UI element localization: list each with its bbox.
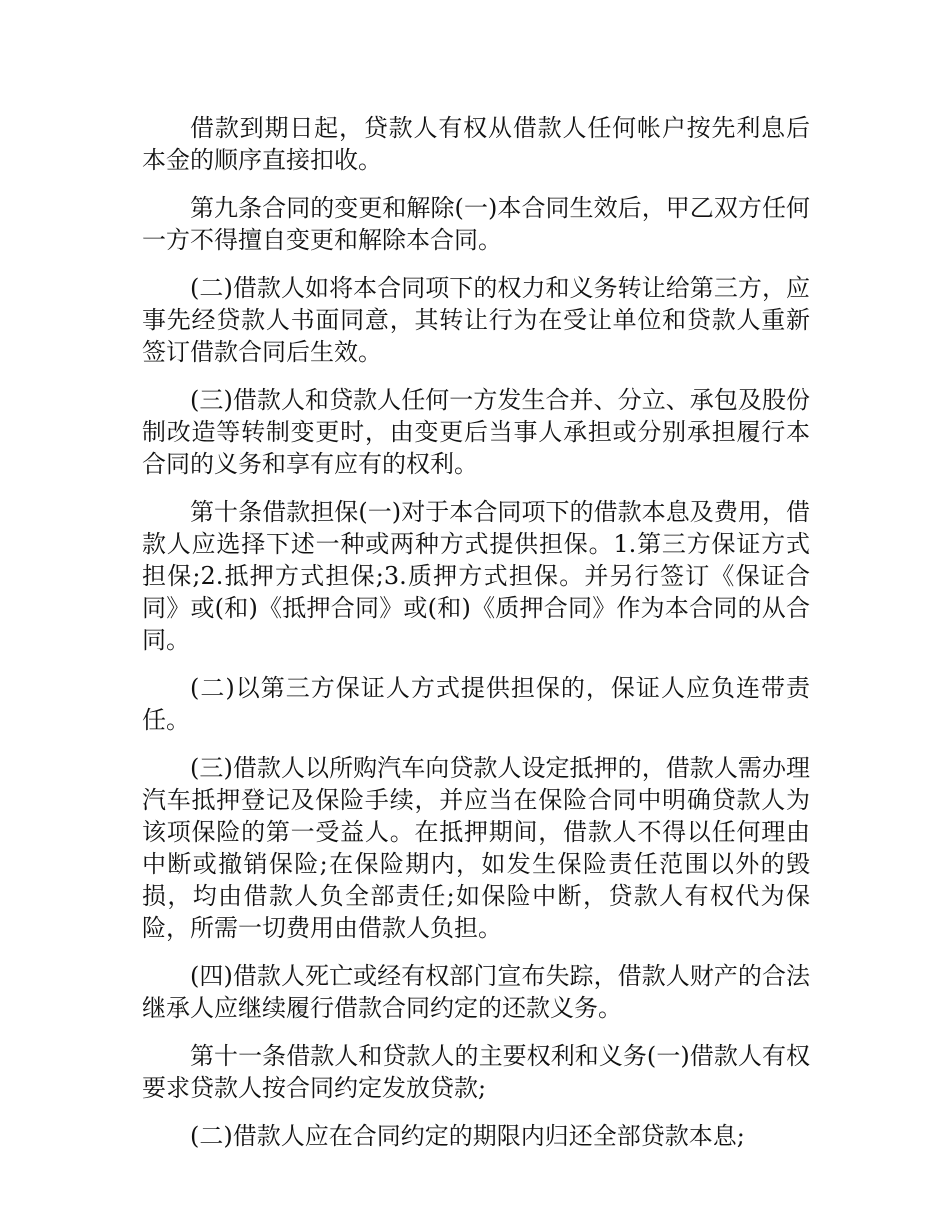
paragraph-article-11-clause-1: 第十一条借款人和贷款人的主要权利和义务(一)借款人有权要求贷款人按合同约定发放贷款; bbox=[142, 1042, 810, 1102]
paragraph-article-10-clause-1: 第十条借款担保(一)对于本合同项下的借款本息及费用，借款人应选择下述一种或两种方式提供担保。1.第三方保证方式担保;2.抵押方式担保;3.质押方式担保。并另行签订《保证合同》或(和)《抵押合同》或(和)《质押合同》作为本合同的从合同。 bbox=[142, 498, 810, 654]
paragraph-article-9-clause-3: (三)借款人和贷款人任何一方发生合并、分立、承包及股份制改造等转制变更时，由变更后当事人承担或分别承担履行本合同的义务和享有应有的权利。 bbox=[142, 386, 810, 478]
document-body bbox=[142, 112, 810, 1168]
paragraph-article-9-clause-2: (二)借款人如将本合同项下的权力和义务转让给第三方，应事先经贷款人书面同意，其转让行为在受让单位和贷款人重新签订借款合同后生效。 bbox=[142, 274, 810, 366]
paragraph-article-11-clause-2: (二)借款人应在合同约定的期限内归还全部贷款本息; bbox=[190, 1122, 745, 1150]
paragraph-article-10-clause-4: (四)借款人死亡或经有权部门宣布失踪，借款人财产的合法继承人应继续履行借款合同约定的还款义务。 bbox=[142, 962, 810, 1022]
paragraph-article-10-clause-3: (三)借款人以所购汽车向贷款人设定抵押的，借款人需办理汽车抵押登记及保险手续，并应当在保险合同中明确贷款人为该项保险的第一受益人。在抵押期间，借款人不得以任何理由中断或撤销保险;在保险期内，如发生保险责任范围以外的毁损，均由借款人负全部责任;如保险中断，贷款人有权代为保险，所需一切费用由借款人负担。 bbox=[142, 754, 810, 942]
paragraph-article-9-clause-1: 第九条合同的变更和解除(一)本合同生效后，甲乙双方任何一方不得擅自变更和解除本合同。 bbox=[142, 194, 810, 254]
paragraph-article-10-clause-2: (二)以第三方保证人方式提供担保的，保证人应负连带责任。 bbox=[142, 674, 810, 734]
paragraph-repayment-deduction: 借款到期日起，贷款人有权从借款人任何帐户按先利息后本金的顺序直接扣收。 bbox=[142, 114, 810, 174]
